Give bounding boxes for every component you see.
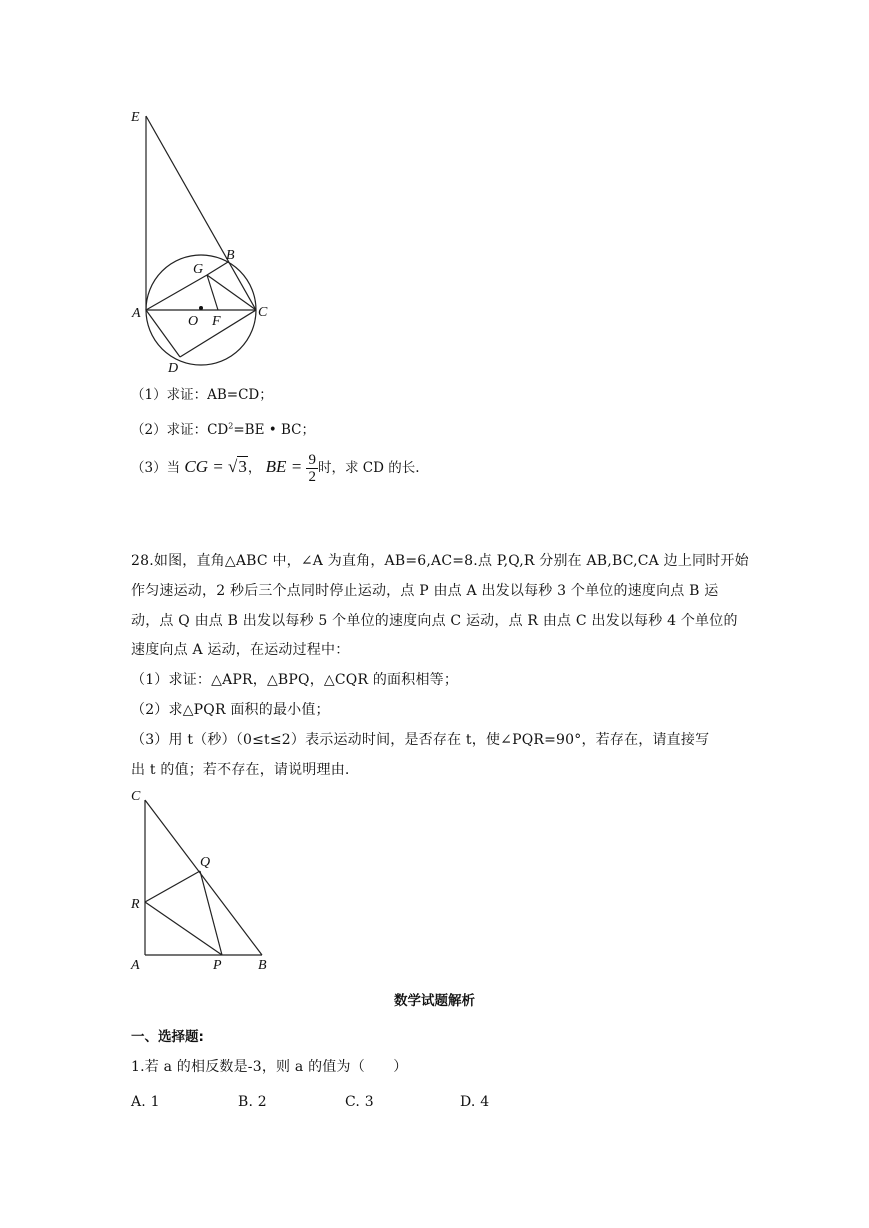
q27-part3-be: BE = bbox=[265, 457, 303, 476]
q27-part1: （1）求证：AB=CD； bbox=[131, 387, 273, 403]
label-o: O bbox=[188, 314, 199, 329]
q28-part2: （2）求△PQR 面积的最小值； bbox=[131, 702, 330, 718]
label-f: F bbox=[212, 314, 221, 329]
label-b: B bbox=[226, 248, 235, 263]
q27-part3-fraction bbox=[306, 452, 318, 485]
q27-part3-cg: CG = bbox=[184, 457, 224, 476]
figure-circle-diagram bbox=[120, 100, 280, 380]
segment-cb bbox=[145, 800, 262, 955]
label-a2: A bbox=[131, 958, 140, 973]
solutions-q1: 1.若 a 的相反数是-3，则 a 的值为（ ） bbox=[131, 1059, 408, 1075]
fraction-numerator: 9 bbox=[308, 452, 316, 468]
q28-text-line-1: 28.如图，直角△ABC 中，∠A 为直角，AB=6,AC=8.点 P,Q,R 分别在 AB,BC,CA 边上同时开始 bbox=[131, 553, 749, 569]
label-g: G bbox=[193, 262, 204, 277]
q28-part1: （1）求证：△APR，△BPQ，△CQR 的面积相等； bbox=[131, 672, 459, 688]
label-r: R bbox=[131, 897, 140, 912]
q27-part2-prefix: （2）求证：CD bbox=[131, 422, 229, 438]
option-b: B. 2 bbox=[238, 1094, 267, 1110]
label-c2: C bbox=[131, 789, 141, 804]
label-a: A bbox=[132, 306, 141, 321]
q28-part3-line2: 出 t 的值；若不存在，请说明理由. bbox=[131, 762, 350, 778]
label-q: Q bbox=[200, 855, 211, 870]
q27-part3-sqrt-value: 3 bbox=[238, 457, 247, 476]
q27-part2-suffix: =BE • BC； bbox=[233, 422, 315, 438]
q27-part3-comma: ， bbox=[247, 460, 262, 476]
center-point-o bbox=[199, 306, 203, 310]
q27-part3-prefix: （3）当 bbox=[131, 460, 181, 476]
q27-part2-sup: 2 bbox=[228, 421, 234, 431]
q27-part2 bbox=[131, 420, 315, 440]
solutions-section-heading: 一、选择题: bbox=[131, 1029, 204, 1045]
solutions-title: 数学试题解析 bbox=[394, 993, 475, 1009]
label-p: P bbox=[213, 958, 222, 973]
q28-text-line-3: 动，点 Q 由点 B 出发以每秒 5 个单位的速度向点 C 运动，点 R 由点 C 出发以每秒 4 个单位的 bbox=[131, 613, 738, 629]
option-c: C. 3 bbox=[345, 1094, 374, 1110]
q28-text-line-2: 作匀速运动，2 秒后三个点同时停止运动，点 P 由点 A 出发以每秒 3 个单位的速度向点 B 运 bbox=[131, 583, 719, 599]
fraction-denominator: 2 bbox=[308, 469, 316, 485]
label-b2: B bbox=[258, 958, 267, 973]
segment-gc bbox=[207, 275, 256, 310]
option-a: A. 1 bbox=[131, 1094, 160, 1110]
figure-right-triangle bbox=[125, 785, 280, 975]
label-e: E bbox=[131, 110, 140, 125]
label-d: D bbox=[168, 361, 179, 376]
segment-ec bbox=[146, 116, 256, 310]
q27-part3-suffix: 时，求 CD 的长. bbox=[317, 460, 420, 476]
segment-rq bbox=[145, 871, 200, 902]
option-d: D. 4 bbox=[460, 1094, 490, 1110]
label-c: C bbox=[258, 305, 268, 320]
q28-text-line-4: 速度向点 A 运动，在运动过程中： bbox=[131, 642, 350, 658]
segment-gf bbox=[207, 275, 218, 310]
q27-part3 bbox=[131, 450, 420, 485]
q27-part3-sqrt: √3 bbox=[228, 457, 247, 476]
q28-part3-line1: （3）用 t（秒）（0≤t≤2）表示运动时间，是否存在 t，使∠PQR=90°，若存在，请直接写 bbox=[131, 732, 710, 748]
segment-gb bbox=[207, 262, 228, 275]
